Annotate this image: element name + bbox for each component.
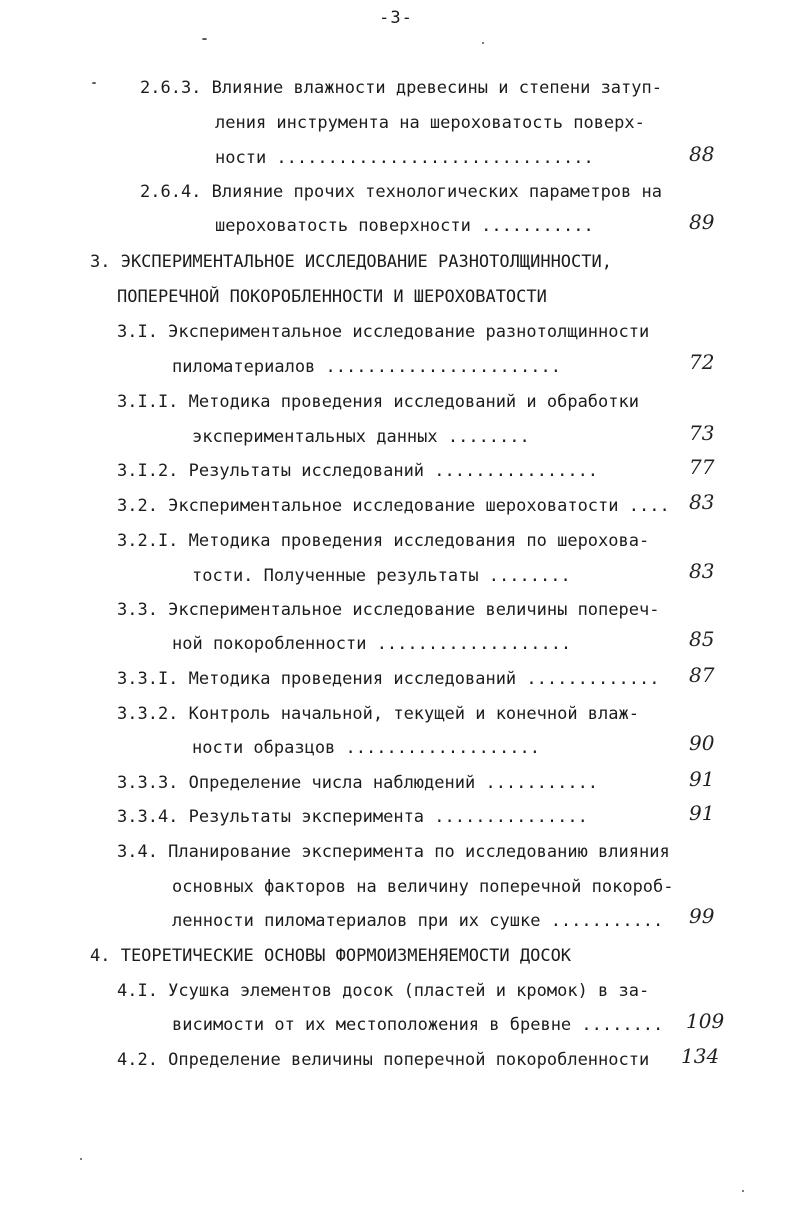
toc-3-3-1-page: 87: [689, 663, 715, 687]
toc-4-1-line-1: 4.I. Усушка элементов досок (пластей и кромок) в за-: [117, 981, 650, 1001]
toc-3-3-line-1: 3.3. Экспериментальное исследование величины попереч-: [117, 600, 660, 620]
toc-4-2-line-1: 4.2. Определение величины поперечной покоробленности: [117, 1050, 650, 1070]
toc-3-2-page: 83: [689, 490, 715, 514]
toc-3-1-2-line-1: 3.I.2. Результаты исследований ................: [117, 461, 599, 481]
toc-3-2-line-1: 3.2. Экспериментальное исследование шероховатости ....: [117, 496, 670, 516]
toc-3-heading-line-1: 3. ЭКСПЕРИМЕНТАЛЬНОЕ ИССЛЕДОВАНИЕ РАЗНОТОЛЩИННОСТИ,: [90, 252, 612, 272]
toc-3-3-4-page: 91: [689, 801, 715, 825]
toc-3-3-3-line-1: 3.3.3. Определение числа наблюдений ...........: [117, 773, 599, 793]
toc-3-1-line-1: 3.I. Экспериментальное исследование разнотолщинности: [117, 322, 650, 342]
toc-3-3-2-line-1: 3.3.2. Контроль начальной, текущей и конечной влаж-: [117, 704, 639, 724]
toc-3-3-2-page: 90: [689, 731, 715, 755]
toc-3-3-page: 85: [689, 627, 715, 651]
toc-3-1-1-line-1: 3.I.I. Методика проведения исследований и обработки: [117, 392, 639, 412]
toc-2-6-4-page: 89: [689, 210, 715, 234]
toc-4-2-page: 134: [681, 1044, 720, 1068]
toc-3-3-line-2: ной покоробленности ...................: [172, 634, 572, 654]
toc-2-6-4-line-1: 2.6.4. Влияние прочих технологических параметров на: [140, 182, 662, 202]
toc-2-6-4-line-2: шероховатость поверхности ...........: [215, 216, 594, 236]
toc-2-6-3-line-3: ности ...............................: [215, 148, 594, 168]
toc-2-6-3-page: 88: [689, 142, 715, 166]
toc-3-2-1-page: 83: [689, 559, 715, 583]
toc-3-4-page: 99: [689, 904, 715, 928]
toc-4-1-page: 109: [686, 1009, 725, 1033]
toc-3-3-2-line-2: ности образцов ...................: [192, 738, 540, 758]
toc-3-1-1-page: 73: [689, 421, 715, 445]
toc-3-2-1-line-2: тости. Полученные результаты ........: [192, 566, 571, 586]
toc-3-3-3-page: 91: [689, 767, 715, 791]
toc-3-1-line-2: пиломатериалов .......................: [172, 357, 561, 377]
toc-3-3-1-line-1: 3.3.I. Методика проведения исследований .............: [117, 669, 660, 689]
toc-3-1-page: 72: [689, 350, 715, 374]
toc-3-3-4-line-1: 3.3.4. Результаты эксперимента ...............: [117, 807, 588, 827]
toc-3-4-line-1: 3.4. Планирование эксперимента по исследованию влияния: [117, 842, 670, 862]
toc-4-heading-line-1: 4. ТЕОРЕТИЧЕСКИЕ ОСНОВЫ ФОРМОИЗМЕНЯЕМОСТИ ДОСОК: [90, 946, 572, 966]
toc-3-4-line-2: основных факторов на величину поперечной покороб-: [172, 877, 674, 897]
toc-3-1-2-page: 77: [689, 455, 715, 479]
toc-4-1-line-2: висимости от их местоположения в бревне ........: [172, 1015, 664, 1035]
scan-speck: [92, 82, 96, 84]
scan-speck: [80, 1158, 82, 1160]
toc-2-6-3-line-2: ления инструмента на шероховатость поверх-: [215, 113, 645, 133]
toc-3-1-1-line-2: экспериментальных данных ........: [192, 427, 530, 447]
scan-speck: [202, 38, 207, 40]
toc-3-4-line-3: ленности пиломатериалов при их сушке ...........: [172, 911, 664, 931]
page-number: -3-: [379, 8, 413, 28]
scan-speck: [482, 42, 484, 44]
toc-3-heading-line-2: ПОПЕРЕЧНОЙ ПОКОРОБЛЕННОСТИ И ШЕРОХОВАТОСТИ: [117, 287, 547, 307]
toc-3-2-1-line-1: 3.2.I. Методика проведения исследования по шерохова-: [117, 531, 650, 551]
scan-speck: [742, 1190, 744, 1192]
toc-2-6-3-line-1: 2.6.3. Влияние влажности древесины и степени затуп-: [140, 78, 662, 98]
